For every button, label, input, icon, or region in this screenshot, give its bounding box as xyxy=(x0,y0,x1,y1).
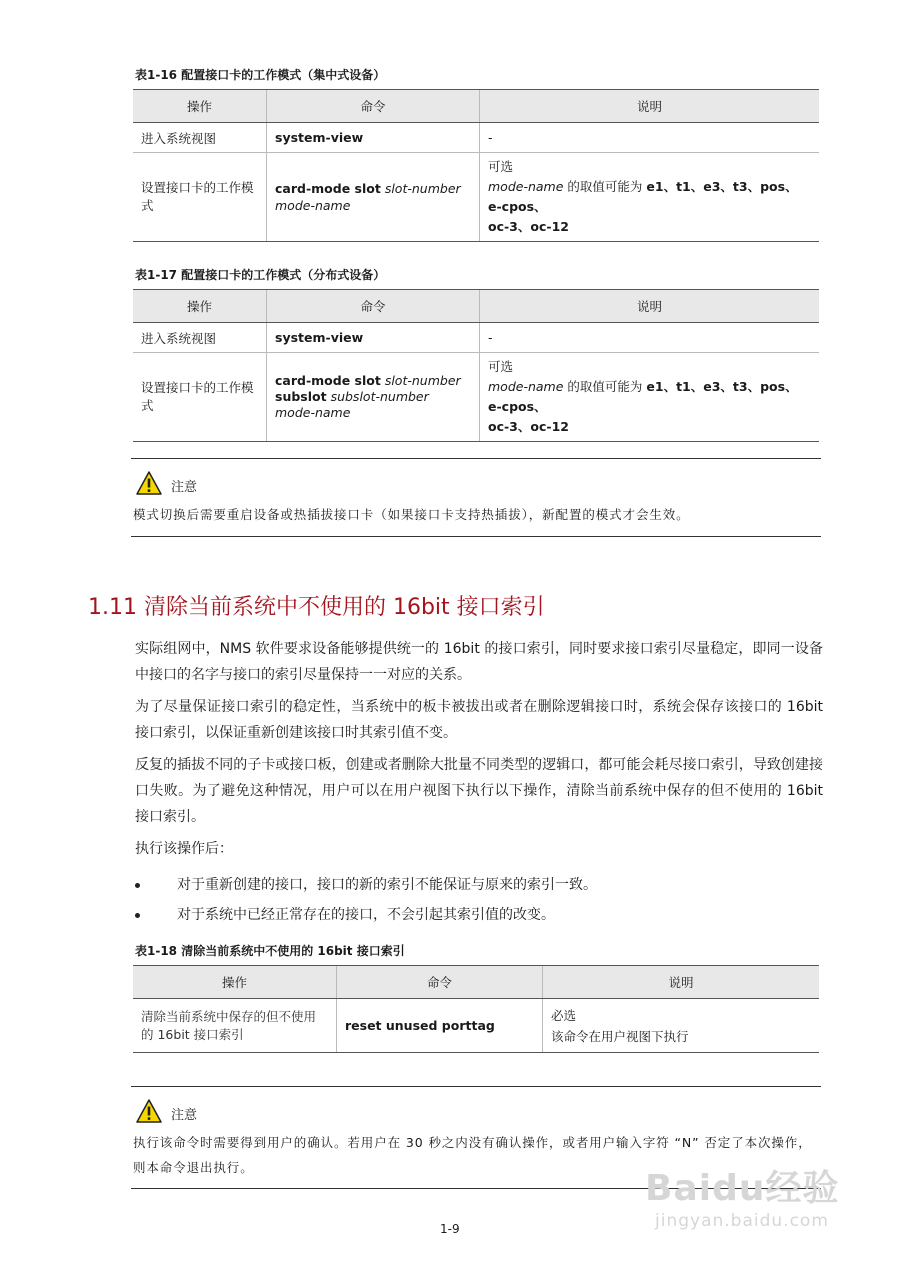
warning-icon xyxy=(135,1098,163,1128)
table16-row2-desc: 可选 mode-name 的取值可能为 e1、t1、e3、t3、pos、e-cpos、 oc-3、oc-12 xyxy=(480,153,820,242)
table16-row1-op: 进入系统视图 xyxy=(133,123,267,153)
table16 xyxy=(133,89,819,242)
note-label-2: 注意 xyxy=(171,1107,198,1123)
table-row xyxy=(133,353,819,442)
table-row xyxy=(133,153,819,242)
section-title: 1.11 清除当前系统中不使用的 16bit 接口索引 xyxy=(88,595,545,620)
table16-header-op: 操作 xyxy=(133,90,267,123)
paragraph-4: 执行该操作后： xyxy=(135,841,233,857)
table16-header-cmd: 命令 xyxy=(267,90,480,123)
table-row xyxy=(133,323,819,353)
table18-header-op: 操作 xyxy=(133,966,337,999)
table17-row1-cmd: system-view xyxy=(267,323,480,353)
note-box-1 xyxy=(131,458,821,537)
table18-caption: 表1-18 清除当前系统中不使用的 16bit 接口索引 xyxy=(135,944,405,958)
table18-row1-cmd: reset unused porttag xyxy=(337,999,543,1053)
table-row xyxy=(133,999,819,1053)
table17-header-desc: 说明 xyxy=(480,290,820,323)
table16-header-desc: 说明 xyxy=(480,90,820,123)
watermark-main: Baidu经验 xyxy=(645,1168,840,1209)
table17 xyxy=(133,289,819,442)
note-text-1: 模式切换后需要重启设备或热插拔接口卡（如果接口卡支持热插拔），新配置的模式才会生效。 xyxy=(133,507,690,522)
table17-row1-op: 进入系统视图 xyxy=(133,323,267,353)
table17-row2-cmd: card-mode slot slot-number subslot subslot-number mode-name xyxy=(267,353,480,442)
table17-header-cmd: 命令 xyxy=(267,290,480,323)
watermark xyxy=(645,1160,839,1231)
note-head-2 xyxy=(135,1098,197,1128)
table17-caption: 表1-17 配置接口卡的工作模式（分布式设备） xyxy=(135,268,386,282)
table18-row1-op: 清除当前系统中保存的但不使用的 16bit 接口索引 xyxy=(133,999,337,1053)
bullet-dot xyxy=(135,913,140,918)
table16-row2-cmd: card-mode slot slot-number mode-name xyxy=(267,153,480,242)
page-number: 1-9 xyxy=(440,1222,460,1236)
note-label-1: 注意 xyxy=(171,479,198,495)
table-row xyxy=(133,123,819,153)
table17-header-op: 操作 xyxy=(133,290,267,323)
table16-row1-cmd: system-view xyxy=(267,123,480,153)
table16-row1-desc: - xyxy=(480,123,820,153)
bullet-dot xyxy=(135,883,140,888)
paragraph-1: 实际组网中，NMS 软件要求设备能够提供统一的 16bit 的接口索引，同时要求接口索引尽量稳定，即同一设备中接口的名字与接口的索引尽量保持一一对应的关系。 xyxy=(135,641,823,683)
table16-row2-op: 设置接口卡的工作模式 xyxy=(133,153,267,242)
bullet-text-2: 对于系统中已经正常存在的接口，不会引起其索引值的改变。 xyxy=(177,907,555,923)
table17-row2-desc: 可选 mode-name 的取值可能为 e1、t1、e3、t3、pos、e-cpos、 oc-3、oc-12 xyxy=(480,353,820,442)
table18-header-cmd: 命令 xyxy=(337,966,543,999)
watermark-sub: jingyan.baidu.com xyxy=(655,1211,829,1231)
note-text-2: 执行该命令时需要得到用户的确认。若用户在 30 秒之内没有确认操作，或者用户输入字符 “N” 否定了本次操作，则本命令退出执行。 xyxy=(133,1135,812,1175)
table18 xyxy=(133,965,819,1053)
bullet-text-1: 对于重新创建的接口，接口的新的索引不能保证与原来的索引一致。 xyxy=(177,877,597,893)
paragraph-2: 为了尽量保证接口索引的稳定性，当系统中的板卡被拔出或者在删除逻辑接口时，系统会保存该接口的 16bit 接口索引，以保证重新创建该接口时其索引值不变。 xyxy=(135,699,823,741)
paragraph-3: 反复的插拔不同的子卡或接口板，创建或者删除大批量不同类型的逻辑口，都可能会耗尽接口索引，导致创建接口失败。为了避免这种情况，用户可以在用户视图下执行以下操作，清除当前系统中保存的但不使用的 16bit 接口索引。 xyxy=(135,757,823,825)
note-head-1 xyxy=(135,470,197,500)
table16-caption: 表1-16 配置接口卡的工作模式（集中式设备） xyxy=(135,68,386,82)
table18-header-desc: 说明 xyxy=(543,966,820,999)
table18-row1-desc: 必选 该命令在用户视图下执行 xyxy=(543,999,820,1053)
table17-row2-op: 设置接口卡的工作模式 xyxy=(133,353,267,442)
table17-row1-desc: - xyxy=(480,323,820,353)
warning-icon xyxy=(135,470,163,500)
